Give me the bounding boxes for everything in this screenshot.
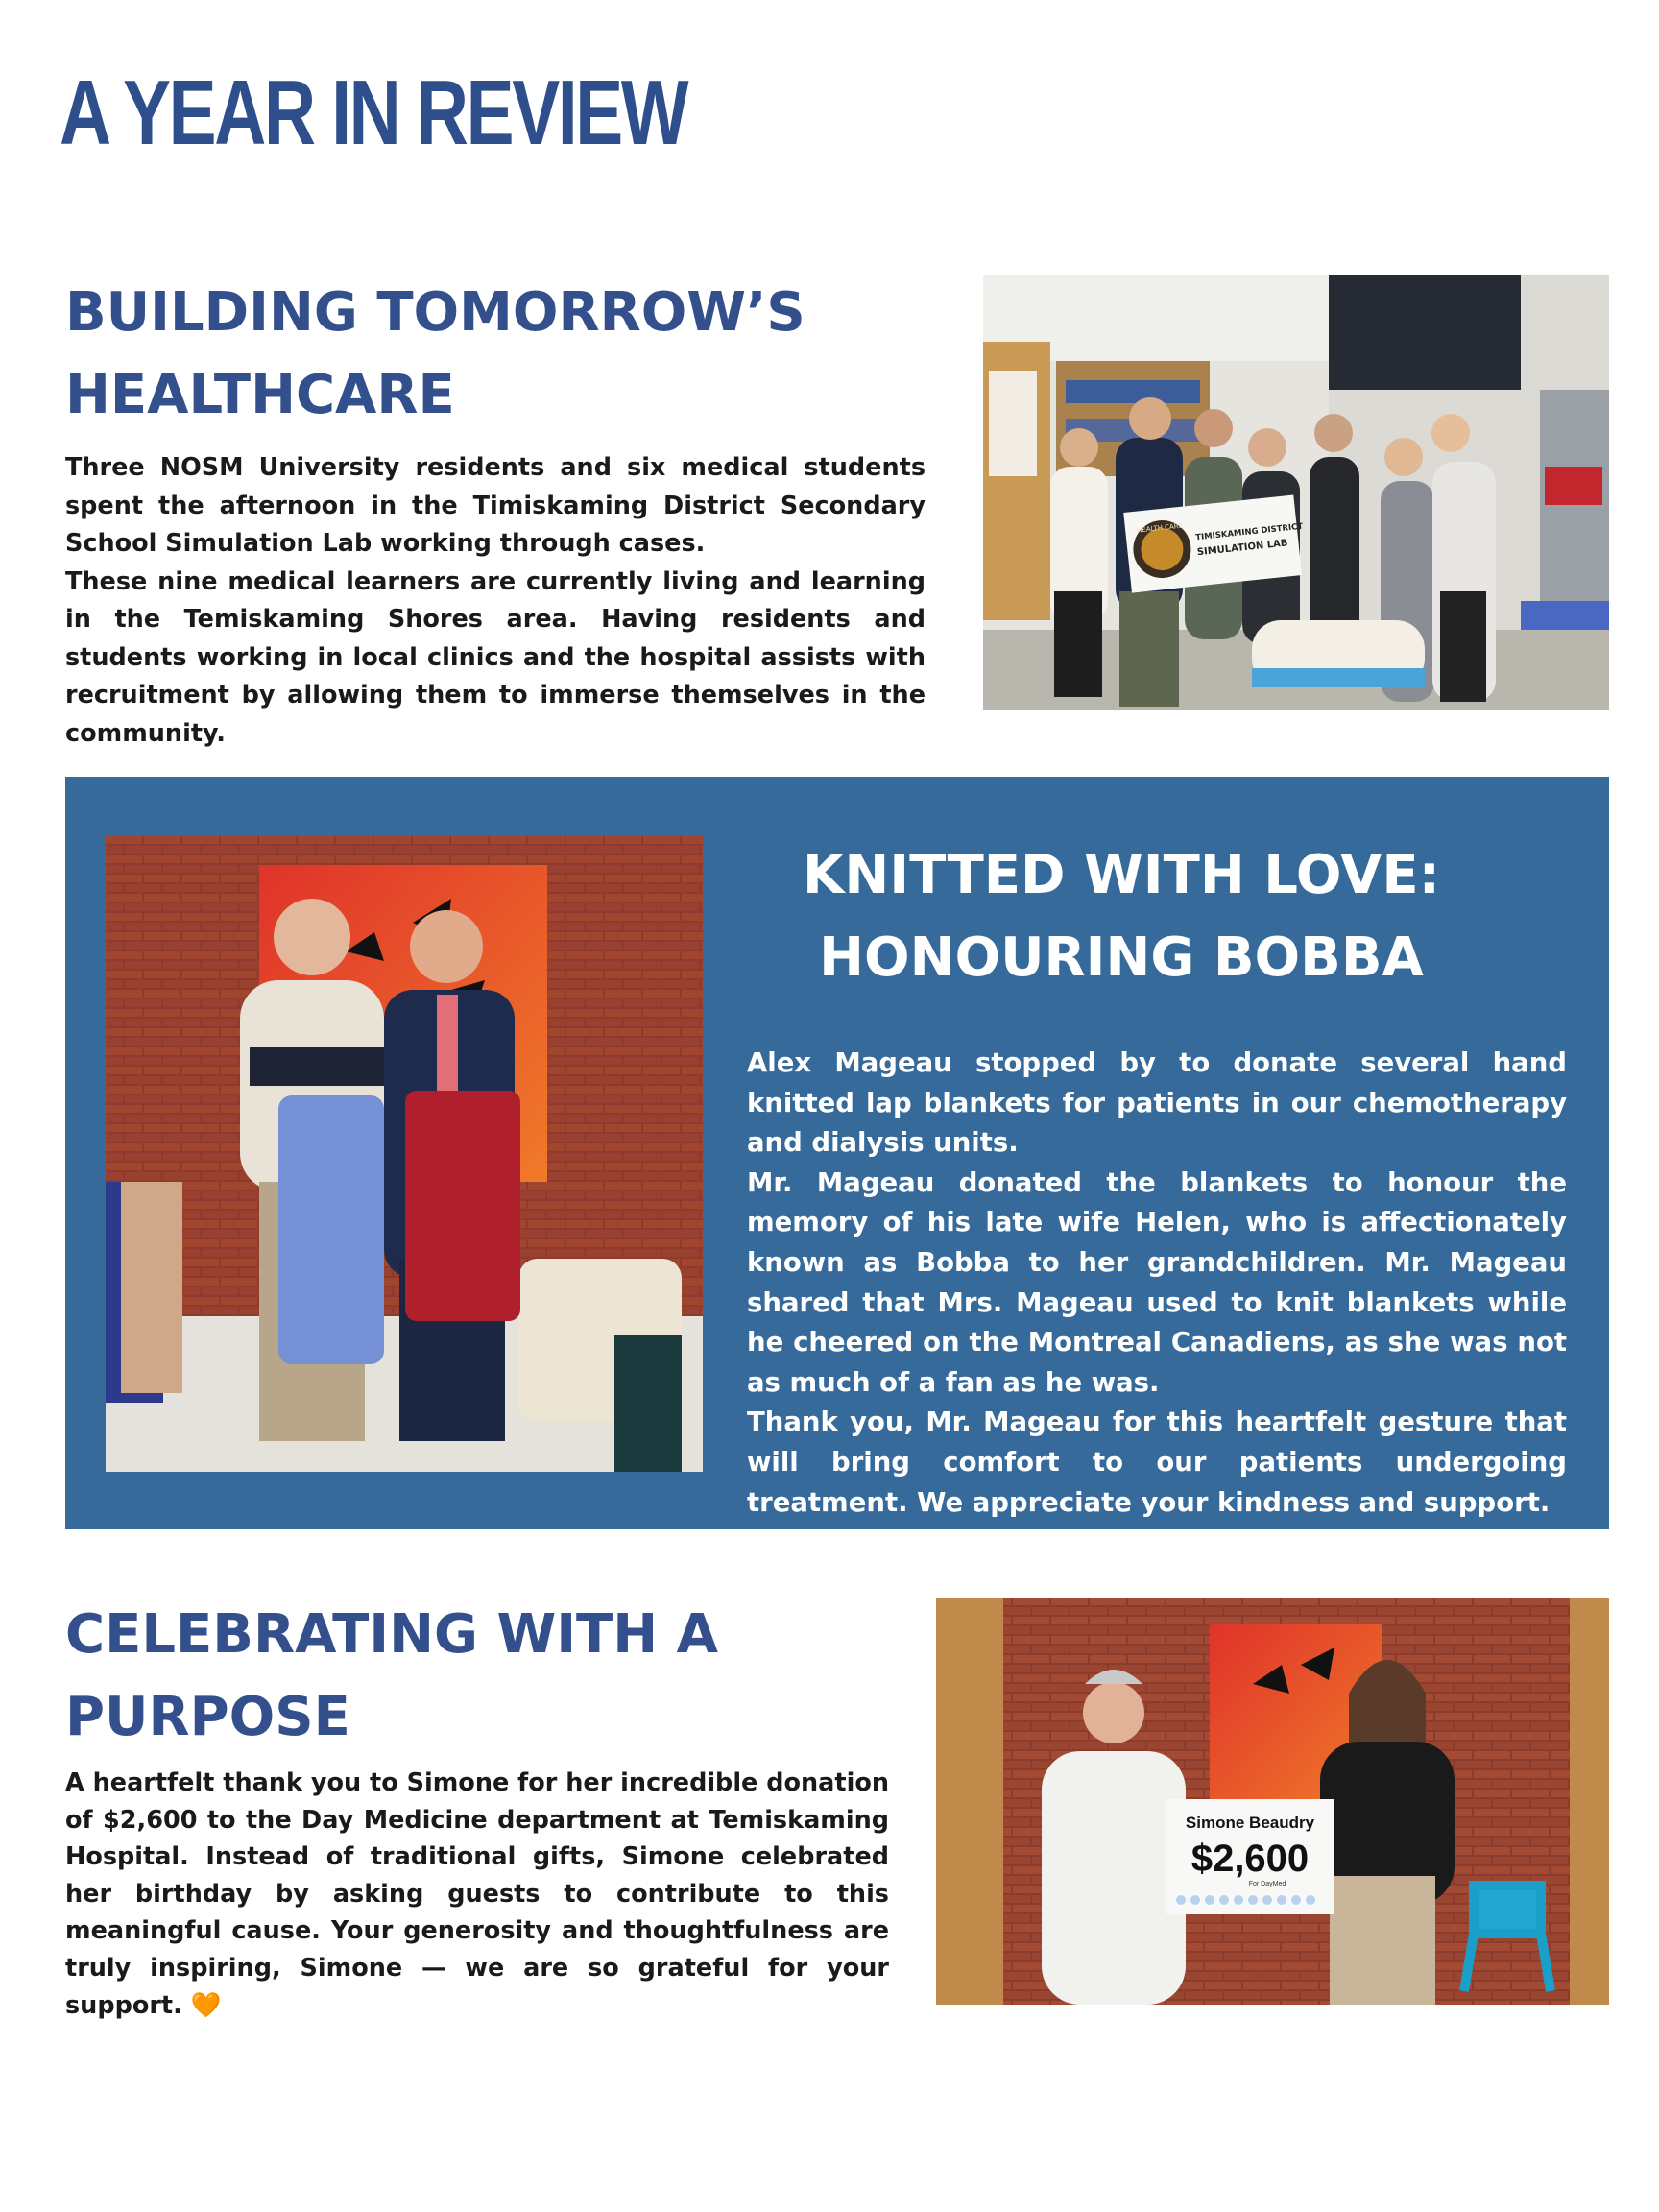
section-knitted-heading	[795, 834, 1448, 999]
sign-text-line2: SIMULATION LAB	[1196, 538, 1289, 559]
section-building-heading-line2: HEALTHCARE	[65, 364, 455, 426]
cheque-name: Simone Beaudry	[1185, 1814, 1315, 1832]
section-celebrating-heading	[65, 1594, 891, 1759]
section-knitted-heading-line1: KNITTED WITH LOVE:	[803, 844, 1440, 906]
heart-icon: 🧡	[190, 1990, 222, 2020]
section-building-heading	[65, 272, 929, 437]
section-celebrating-body	[65, 1765, 889, 2024]
cheque-amount: $2,600	[1190, 1838, 1310, 1880]
simulation-lab-group-photo	[983, 275, 1609, 710]
section-celebrating-paragraph: A heartfelt thank you to Simone for her incredible donation of $2,600 to the Day Medicine department at Temiskaming Hospital. Instead of traditional gifts, Simone celebrated her birthday by asking guests to contribute to this meaningful cause. Your generosity and thoughtfulness are truly inspiring, Simone — we are so grateful for your support.	[65, 1768, 889, 2020]
section-knitted-heading-line2: HONOURING BOBBA	[819, 926, 1424, 989]
blanket-donation-photo	[106, 836, 703, 1472]
simone-donation-photo	[936, 1598, 1609, 2005]
knitted-with-love-banner	[65, 777, 1609, 1529]
section-building-body	[65, 449, 926, 753]
section-building-paragraph2: These nine medical learners are currently living and learning in the Temiskaming Shores area. Having residents and students working in local clinics and the hospital assists with recruitment by allowing them to immerse themselves in the community.	[65, 566, 926, 748]
section-knitted-body	[747, 1044, 1567, 1523]
section-building-heading-line1: BUILDING TOMORROW’S	[65, 281, 805, 344]
section-knitted-paragraph3: Thank you, Mr. Mageau for this heartfelt gesture that will bring comfort to our patients undergoing treatment. We appreciate your kindness and support.	[747, 1407, 1567, 1518]
section-building-paragraph1: Three NOSM University residents and six medical students spent the afternoon in the Timiskaming District Secondary School Simulation Lab working through cases.	[65, 453, 926, 558]
section-knitted-paragraph1: Alex Mageau stopped by to donate several hand knitted lap blankets for patients in our chemotherapy and dialysis units.	[747, 1047, 1567, 1159]
page-title: A YEAR IN REVIEW	[60, 61, 687, 164]
sign-text-line1: TIMISKAMING DISTRICT	[1194, 521, 1304, 543]
section-knitted-paragraph2: Mr. Mageau donated the blankets to honour the memory of his late wife Helen, who is affectionately known as Bobba to her grandchildren. Mr. Mageau shared that Mrs. Mageau used to knit blankets while he cheered on the Montreal Canadiens, as she was not as much of a fan as he was.	[747, 1166, 1567, 1398]
cheque-note: For DayMed	[1248, 1881, 1286, 1887]
section-celebrating-heading-line2: PURPOSE	[65, 1686, 350, 1748]
section-celebrating-heading-line1: CELEBRATING WITH A	[65, 1603, 718, 1666]
sign-badge-text: HEALTH CARE	[1136, 521, 1184, 535]
